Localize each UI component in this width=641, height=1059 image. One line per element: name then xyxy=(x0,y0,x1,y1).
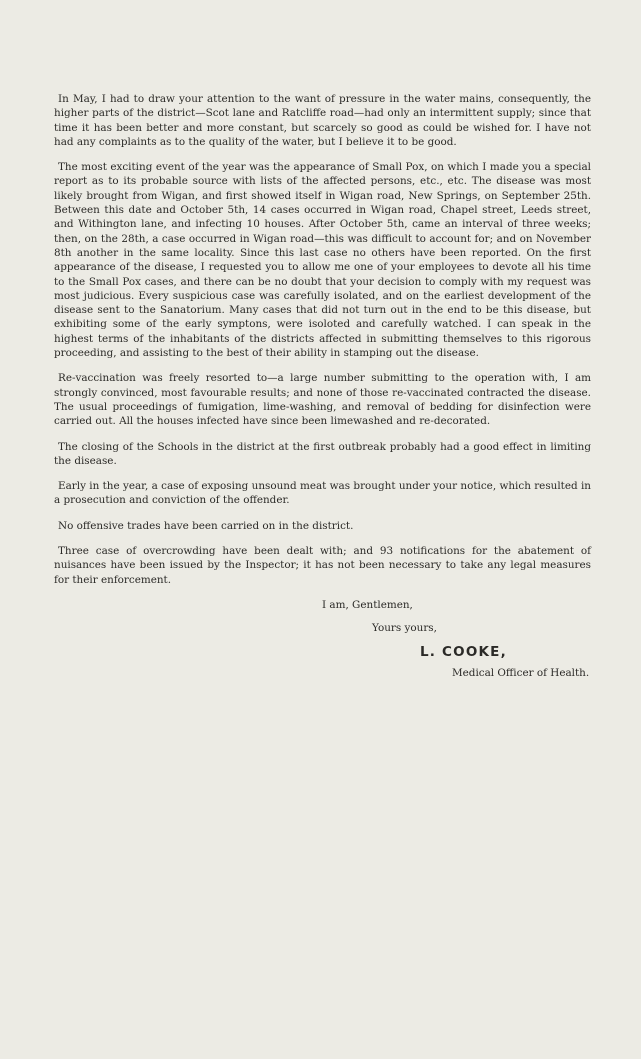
paragraph-schools: The closing of the Schools in the district at the first outbreak probably had a good effect in limiting the disease. xyxy=(54,440,591,467)
paragraph-water-supply: In May, I had to draw your attention to the want of pressure in the water mains, consequently, the higher parts of the district—Scot lane and Ratcliffe road—had only an intermittent supply; since that time it has been better and more constant, but scarcely so good as could be wished for. I have not had any complaints as to the quality of the water, but I believe it to be good. xyxy=(54,93,591,148)
paragraph-revaccination: Re-vaccination was freely resorted to—a large number submitting to the operation with, I am strongly convinced, most favourable results; and none of those re-vaccinated contracted the disease. The usual proceedings of fumigation, lime-washing, and removal of bedding for disinfection were carried out. All the houses infected have since been limewashed and re-decorated. xyxy=(54,372,591,428)
signature-title: Medical Officer of Health. xyxy=(452,666,590,679)
signature-name: L. COOKE, xyxy=(420,643,507,660)
paragraph-offensive-trades: No offensive trades have been carried on in the district. xyxy=(58,519,354,532)
paragraph-small-pox: The most exciting event of the year was the appearance of Small Pox, on which I made you a special report as to its probable source with lists of the affected persons, etc., etc. The disease was most likely brought from Wigan, and first showed itself in Wigan road, New Springs, on September 25th. Between this date and October 5th, 14 cases occurred in Wigan road, Chapel street, Leeds street, and Withington lane, and infecting 10 houses. After October 5th, came an interval of three weeks; then, on the 28th, a case occurred in Wigan road—this was difficult to account for; and on November 8th another in the same locality. Since this last case no others have been reported. On the first appearance of the disease, I requested you to allow me one of your employees to devote all his time to the Small Pox cases, and there can be no doubt that your decision to comply with my request was most judicious. Every suspicious case was carefully isolated, and on the earliest development of the disease sent to the Sanatorium. Many cases that did not turn out in the end to be this disease, but exhibiting some of the early symptons, were isoloted and carefully watched. I can speak in the highest terms of the inhabitants of the districts affected in submitting themselves to this rigorous proceeding, and assisting to the best of their ability in stamping out the disease. xyxy=(54,161,591,360)
paragraph-unsound-meat: Early in the year, a case of exposing unsound meat was brought under your notice, which resulted in a prosecution and conviction of the offender. xyxy=(54,480,591,507)
paragraph-overcrowding: Three case of overcrowding have been dealt with; and 93 notifications for the abatement of nuisances have been issued by the Inspector; it has not been necessary to take any legal measures for their enforcement. xyxy=(54,545,591,586)
closing-salutation: I am, Gentlemen, xyxy=(322,598,413,611)
closing-valediction: Yours yours, xyxy=(372,622,437,635)
